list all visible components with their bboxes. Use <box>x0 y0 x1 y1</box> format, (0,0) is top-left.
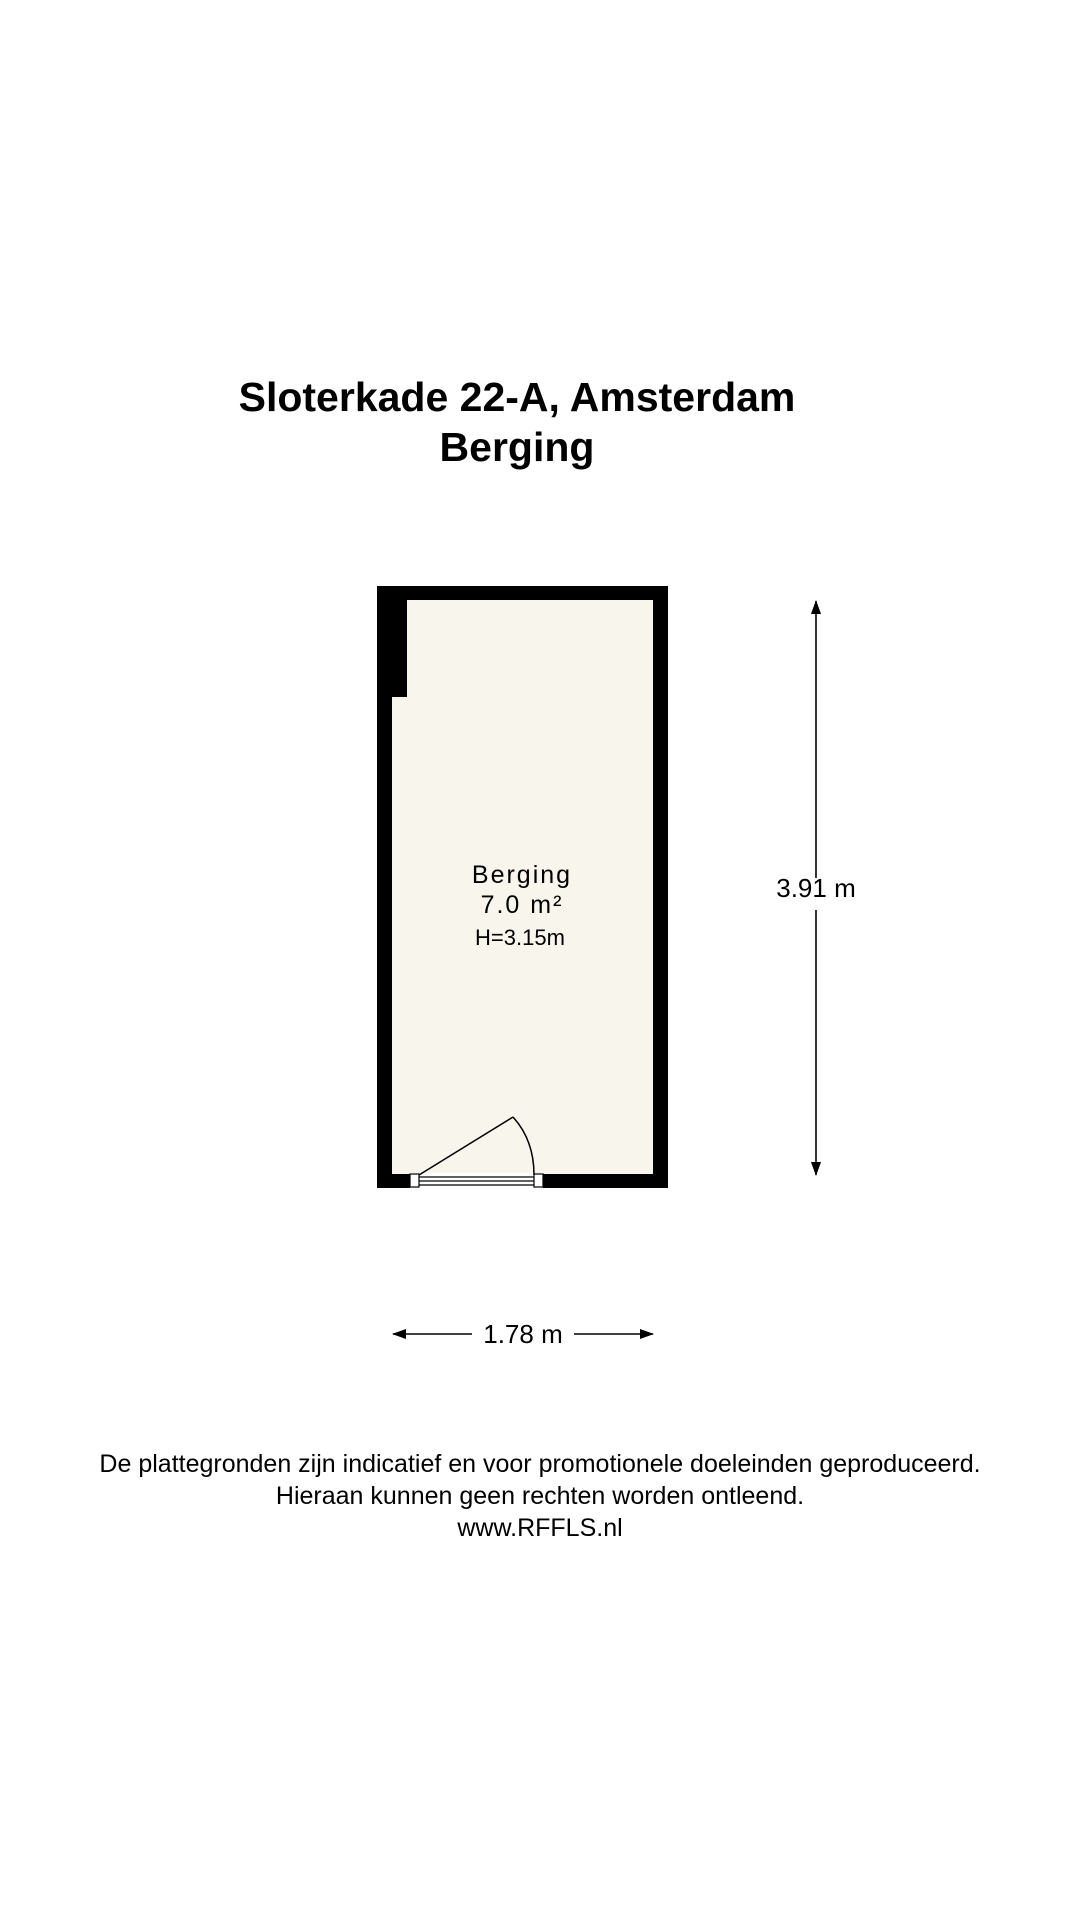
disclaimer-line-2: Hieraan kunnen geen rechten worden ontleend. <box>275 1482 805 1510</box>
height-dimension-label: 3.91 m <box>776 873 856 903</box>
disclaimer <box>0 1448 1080 1544</box>
room-area: 7.0 m² <box>480 891 564 919</box>
width-dimension-label: 1.78 m <box>483 1319 563 1349</box>
address-title: Sloterkade 22-A, Amsterdam <box>238 374 796 420</box>
room-height: H=3.15m <box>475 925 565 950</box>
disclaimer-line-1: De plattegronden zijn indicatief en voor promotionele doeleinden geproduceerd. <box>99 1450 981 1478</box>
room-name: Berging <box>471 861 573 889</box>
website-link[interactable]: www.RFFLS.nl <box>457 1514 623 1542</box>
floor-title: Berging <box>439 424 595 470</box>
wall-notch <box>391 599 407 697</box>
